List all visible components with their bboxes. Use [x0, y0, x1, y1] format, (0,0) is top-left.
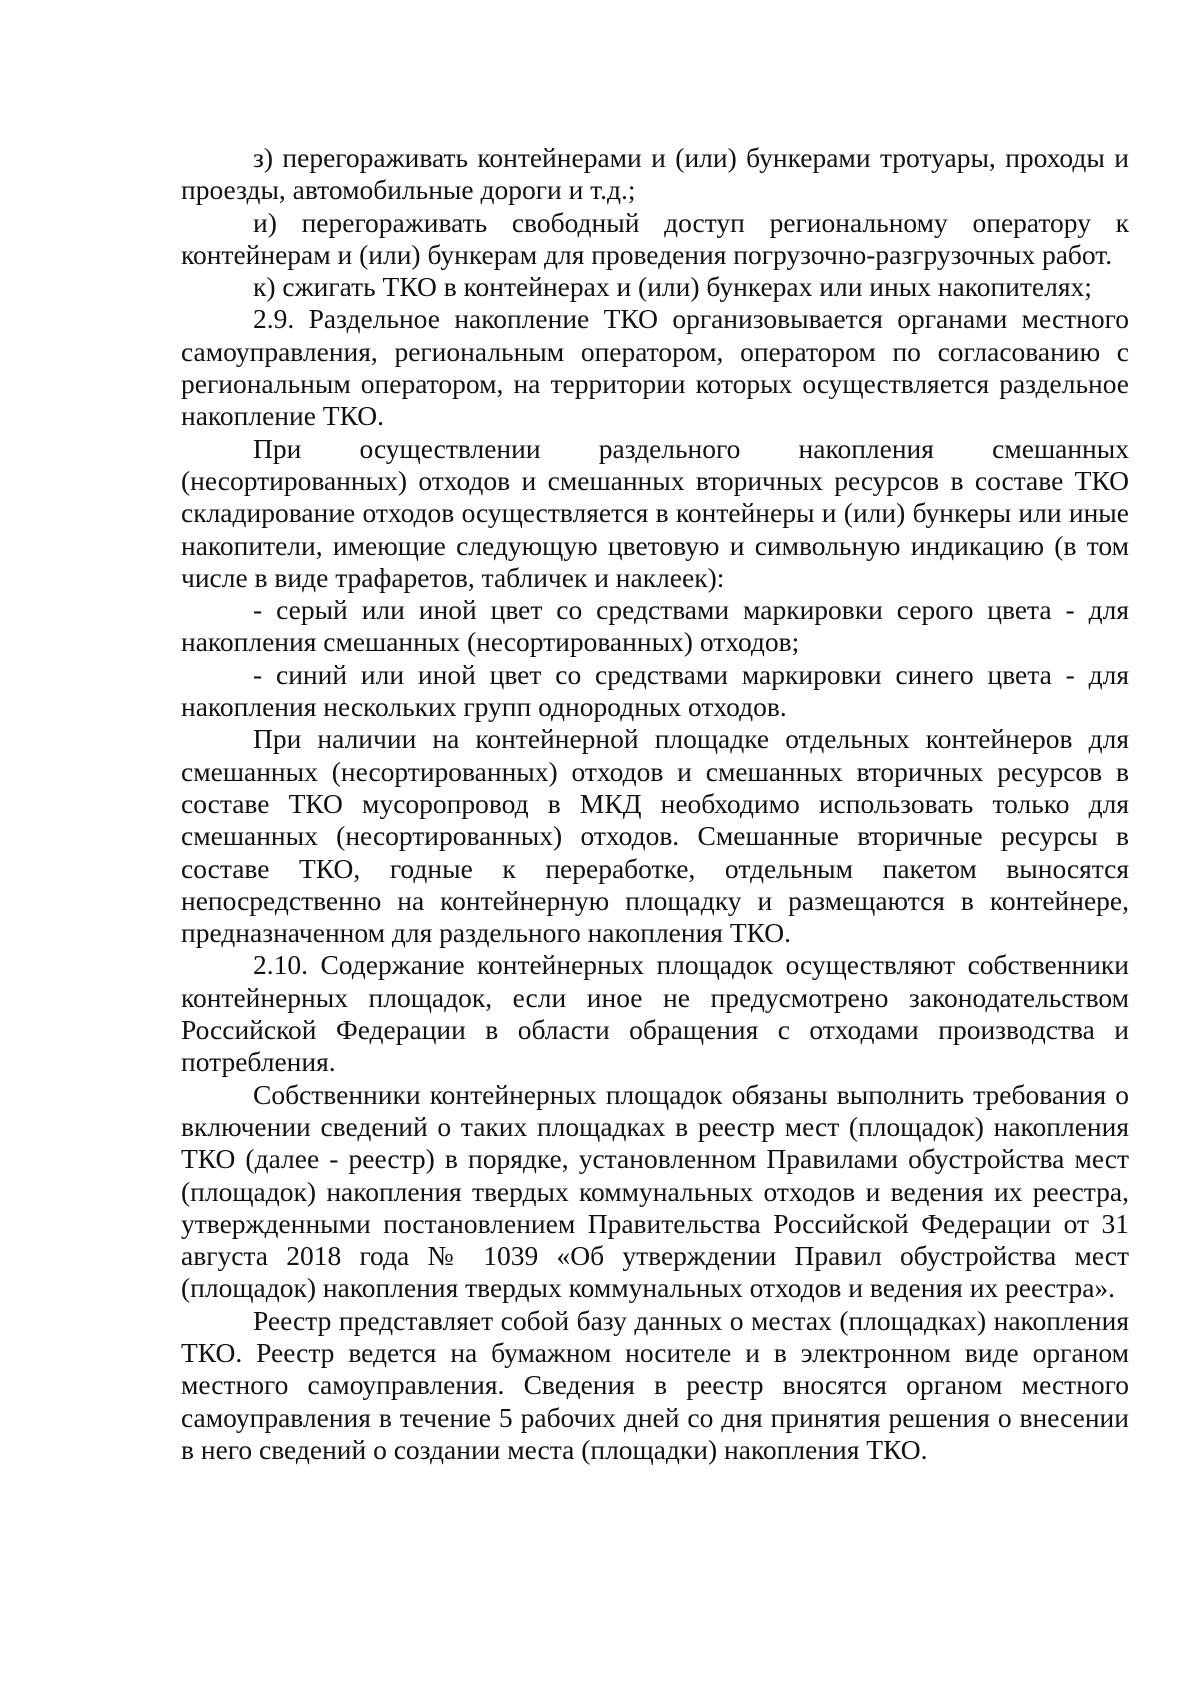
paragraph-i: и) перегораживать свободный доступ региональному оператору к контейнерам и (или) бункерам для проведения погрузочно-разгрузочных работ.	[181, 206, 1129, 270]
paragraph-gray-container: - серый или иной цвет со средствами маркировки серого цвета - для накопления смешанных (несортированных) отходов;	[181, 594, 1129, 658]
paragraph-2-10: 2.10. Содержание контейнерных площадок осуществляют собственники контейнерных площадок, если иное не предусмотрено законодательством Российской Федерации в области обращения с отходами производства и потребления.	[181, 949, 1129, 1078]
paragraph-z: з) перегораживать контейнерами и (или) бункерами тротуары, проходы и проезды, автомобильные дороги и т.д.;	[181, 142, 1129, 206]
paragraph-blue-container: - синий или иной цвет со средствами маркировки синего цвета - для накопления нескольких групп однородных отходов.	[181, 658, 1129, 723]
paragraph-garbage-chute: При наличии на контейнерной площадке отдельных контейнеров для смешанных (несортированных) отходов и смешанных вторичных ресурсов в составе ТКО мусоропровод в МКД необходимо использовать только для смешанных (несортированных) отходов. Смешанные вторичные ресурсы в составе ТКО, годные к переработке, отдельным пакетом выносятся непосредственно на контейнерную площадку и размещаются в контейнере, предназначенном для раздельного накопления ТКО.	[181, 723, 1129, 949]
paragraph-owners-obligations: Собственники контейнерных площадок обязаны выполнить требования о включении сведений о таких площадках в реестр мест (площадок) накопления ТКО (далее - реестр) в порядке, установленном Правилами обустройства мест (площадок) накопления твердых коммунальных отходов и ведения их реестра, утвержденными постановлением Правительства Российской Федерации от 31 августа 2018 года № 1039 «Об утверждении Правил обустройства мест (площадок) накопления твердых коммунальных отходов и ведения их реестра».	[181, 1078, 1129, 1304]
paragraph-2-9: 2.9. Раздельное накопление ТКО организовывается органами местного самоуправления, региональным оператором, оператором по согласованию с региональным оператором, на территории которых осуществляется раздельное накопление ТКО.	[181, 303, 1129, 432]
paragraph-registry: Реестр представляет собой базу данных о местах (площадках) накопления ТКО. Реестр ведется на бумажном носителе и в электронном виде органом местного самоуправления. Сведения в реестр вносятся органом местного самоуправления в течение 5 рабочих дней со дня принятия решения о внесении в него сведений о создании места (площадки) накопления ТКО.	[181, 1304, 1129, 1465]
document-body	[181, 142, 1129, 1466]
paragraph-separate-accumulation: При осуществлении раздельного накопления смешанных (несортированных) отходов и смешанных вторичных ресурсов в составе ТКО складирование отходов осуществляется в контейнеры и (или) бункеры или иные накопители, имеющие следующую цветовую и символьную индикацию (в том числе в виде трафаретов, табличек и наклеек):	[181, 432, 1129, 593]
paragraph-k: к) сжигать ТКО в контейнерах и (или) бункерах или иных накопителях;	[253, 271, 1092, 303]
